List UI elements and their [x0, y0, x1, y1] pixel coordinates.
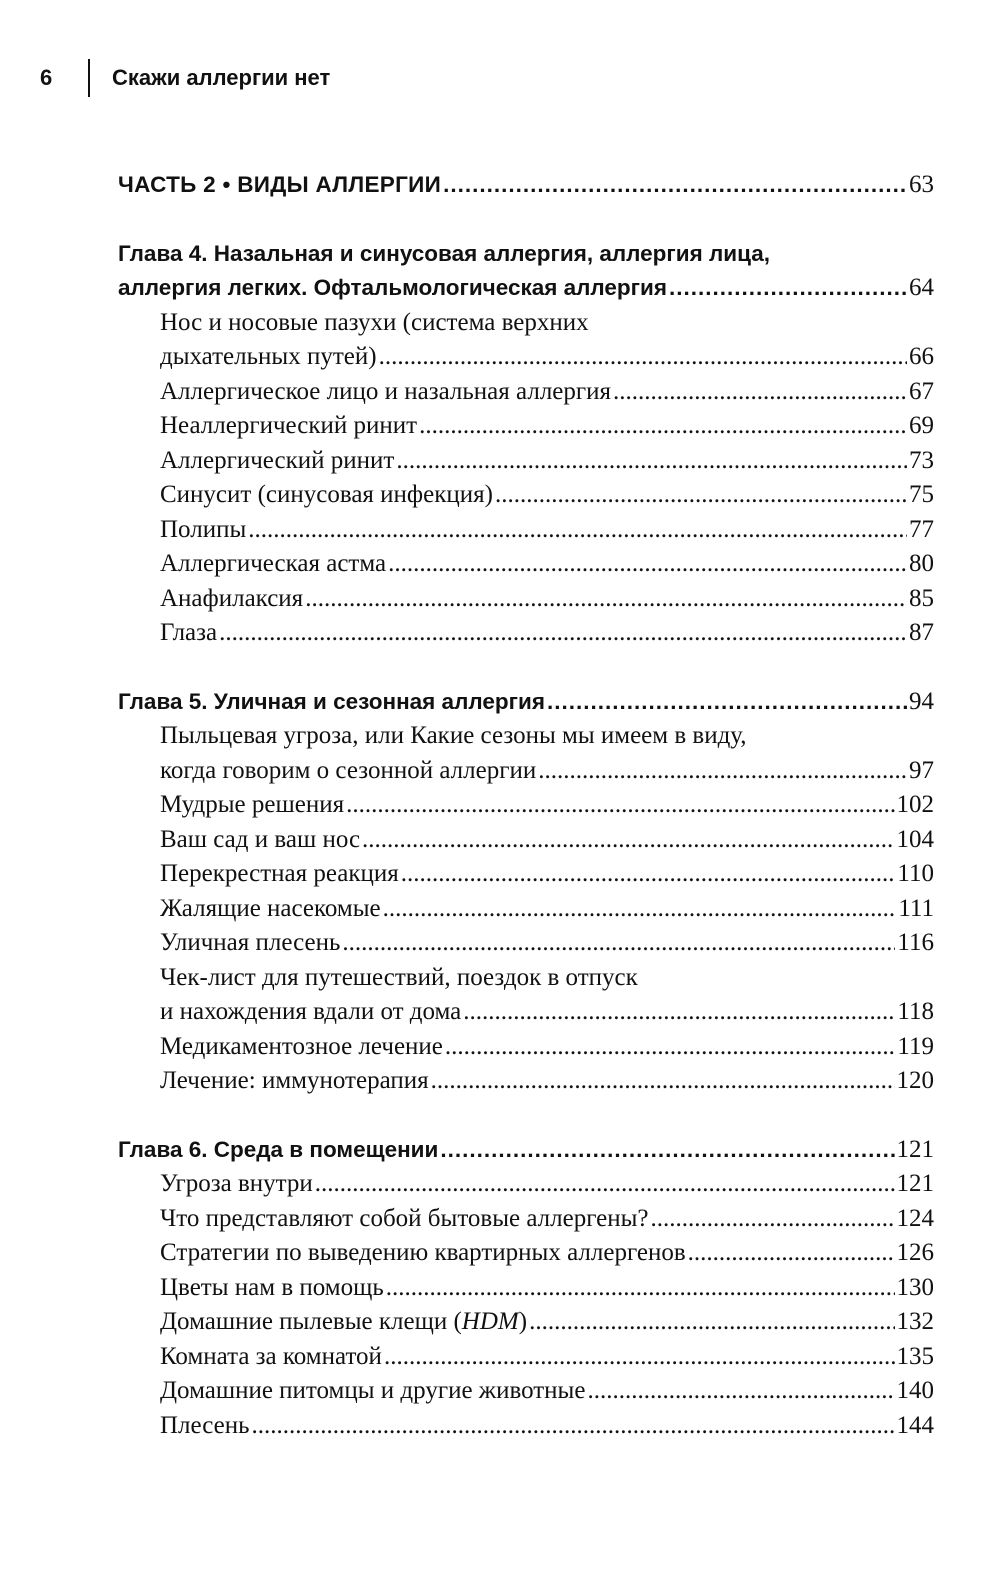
- item-page: 69: [909, 412, 934, 439]
- leader-dots: [688, 1236, 895, 1271]
- toc-item[interactable]: [118, 926, 934, 961]
- item-title: Аллергический ринит: [160, 446, 395, 474]
- item-title-close: ): [518, 1308, 528, 1335]
- leader-dots: [613, 375, 907, 410]
- toc-item[interactable]: [118, 1167, 934, 1202]
- leader-dots: [388, 547, 907, 582]
- leader-dots: [248, 513, 907, 548]
- item-title: Что представляют собой бытовые аллергены?: [160, 1204, 649, 1232]
- item-page: 80: [909, 550, 934, 577]
- toc-item[interactable]: [118, 444, 934, 479]
- toc-item[interactable]: [118, 1340, 934, 1375]
- leader-dots: [440, 1133, 894, 1168]
- item-page: 102: [896, 791, 934, 818]
- leader-dots: [396, 444, 907, 479]
- toc-item[interactable]: [118, 1374, 934, 1409]
- item-page: 140: [896, 1377, 934, 1404]
- toc-item[interactable]: [118, 340, 934, 375]
- item-title: Аллергическое лицо и назальная аллергия: [160, 377, 612, 405]
- item-page: 73: [909, 446, 934, 474]
- leader-dots: [669, 271, 907, 306]
- chapter-title: Глава 6. Среда в помещении: [118, 1136, 439, 1162]
- chapter-title: аллергия легких. Офтальмологическая аллергия: [118, 275, 667, 300]
- item-page: 104: [896, 825, 934, 853]
- leader-dots: [384, 1340, 895, 1375]
- book-title: Скажи аллергии нет: [112, 65, 331, 90]
- item-title: Жалящие насекомые: [160, 894, 381, 922]
- part-title: ЧАСТЬ 2 • ВИДЫ АЛЛЕРГИИ: [118, 172, 442, 197]
- toc-item-line[interactable]: Чек-лист для путешествий, поездок в отпуск: [160, 963, 638, 991]
- toc-item[interactable]: [118, 1030, 934, 1065]
- item-title: [160, 1305, 527, 1340]
- toc-item[interactable]: [118, 892, 934, 927]
- item-page: 144: [896, 1411, 934, 1439]
- item-page: 75: [909, 481, 934, 508]
- leader-dots: [362, 823, 894, 858]
- toc-item[interactable]: [118, 375, 934, 410]
- toc-item[interactable]: [118, 547, 934, 582]
- toc-chapter-6: [118, 1133, 934, 1444]
- toc-chapter-5: [118, 685, 934, 1099]
- item-title: Синусит (синусовая инфекция): [160, 481, 493, 508]
- leader-dots: [547, 685, 907, 720]
- toc-item[interactable]: [118, 582, 934, 617]
- item-page: 130: [896, 1273, 934, 1301]
- toc-item[interactable]: [118, 754, 934, 789]
- chapter-page: 121: [896, 1135, 934, 1163]
- item-page: 111: [898, 894, 934, 922]
- item-title: Уличная плесень: [160, 929, 341, 956]
- item-title: Глаза: [160, 619, 218, 646]
- leader-dots: [379, 340, 907, 375]
- item-page: 77: [909, 515, 934, 543]
- item-page: 135: [896, 1342, 934, 1370]
- leader-dots: [342, 926, 895, 961]
- toc-item[interactable]: [118, 1409, 934, 1444]
- item-title: Цветы нам в помощь: [160, 1273, 384, 1301]
- item-title: Лечение: иммунотерапия: [160, 1067, 429, 1094]
- toc-chapter-4: [118, 237, 934, 651]
- item-page: 66: [909, 343, 934, 370]
- leader-dots: [401, 857, 896, 892]
- page-number: 6: [40, 65, 53, 90]
- toc-item[interactable]: [118, 1064, 934, 1099]
- item-title: Медикаментозное лечение: [160, 1032, 443, 1060]
- item-page: 85: [909, 584, 934, 612]
- leader-dots: [383, 892, 897, 927]
- item-page: 126: [896, 1239, 934, 1266]
- toc-part-entry[interactable]: [118, 168, 934, 203]
- item-title-abbrev: HDM: [461, 1308, 519, 1335]
- chapter-title: Глава 5. Уличная и сезонная аллергия: [118, 688, 545, 714]
- toc-item[interactable]: [118, 616, 934, 651]
- part-page: 63: [909, 171, 934, 198]
- leader-dots: [463, 995, 895, 1030]
- toc-item[interactable]: [118, 995, 934, 1030]
- item-title: Анафилаксия: [160, 584, 304, 612]
- toc-item[interactable]: [118, 857, 934, 892]
- item-title: Мудрые решения: [160, 791, 345, 818]
- toc-item[interactable]: [118, 513, 934, 548]
- item-title: Комната за комнатой: [160, 1342, 382, 1370]
- item-title: Стратегии по выведению квартирных аллергенов: [160, 1239, 686, 1266]
- item-page: 97: [909, 756, 934, 784]
- item-title: Неаллергический ринит: [160, 412, 418, 439]
- header-divider: [88, 59, 90, 97]
- leader-dots: [252, 1409, 895, 1444]
- leader-dots: [495, 478, 907, 513]
- running-head: [40, 58, 330, 98]
- item-page: 118: [897, 998, 934, 1025]
- item-title: Угроза внутри: [160, 1170, 313, 1197]
- toc-item[interactable]: [118, 1236, 934, 1271]
- toc-chapter-entry[interactable]: [118, 685, 934, 720]
- item-title-text: Домашние пылевые клещи (: [160, 1308, 462, 1335]
- item-title: и нахождения вдали от дома: [160, 998, 462, 1025]
- item-page: 116: [897, 929, 934, 956]
- toc-item[interactable]: [118, 788, 934, 823]
- leader-dots: [651, 1202, 895, 1237]
- chapter-page: 64: [909, 274, 934, 301]
- toc-item-line[interactable]: Нос и носовые пазухи (система верхних: [160, 308, 589, 336]
- toc-chapter-entry[interactable]: [118, 1133, 934, 1168]
- chapter-page: 94: [909, 687, 934, 715]
- item-title: Перекрестная реакция: [160, 860, 399, 887]
- chapter-title-line[interactable]: Глава 4. Назальная и синусовая аллергия, аллергия лица,: [118, 240, 770, 266]
- toc-item[interactable]: [118, 823, 934, 858]
- leader-dots: [419, 409, 907, 444]
- leader-dots: [431, 1064, 895, 1099]
- toc-chapter-entry[interactable]: [118, 271, 934, 306]
- item-page: 120: [896, 1067, 934, 1094]
- item-title: когда говорим о сезонной аллергии: [160, 756, 537, 784]
- item-title: Ваш сад и ваш нос: [160, 825, 361, 853]
- item-title: Аллергическая астма: [160, 550, 387, 577]
- leader-dots: [587, 1374, 894, 1409]
- table-of-contents: [118, 168, 934, 1443]
- item-title: Домашние питомцы и другие животные: [160, 1377, 586, 1404]
- item-page: 124: [896, 1204, 934, 1232]
- toc-item[interactable]: [118, 1305, 934, 1340]
- leader-dots: [443, 168, 907, 203]
- item-page: 110: [897, 860, 934, 887]
- leader-dots: [529, 1305, 894, 1340]
- leader-dots: [445, 1030, 896, 1065]
- item-title: дыхательных путей): [160, 343, 377, 370]
- leader-dots: [386, 1271, 895, 1306]
- leader-dots: [219, 616, 907, 651]
- toc-item-line[interactable]: Пыльцевая угроза, или Какие сезоны мы имеем в виду,: [160, 722, 747, 749]
- toc-item[interactable]: [118, 1271, 934, 1306]
- toc-item[interactable]: [118, 409, 934, 444]
- item-title: Плесень: [160, 1411, 250, 1439]
- leader-dots: [538, 754, 907, 789]
- leader-dots: [346, 788, 894, 823]
- item-page: 121: [896, 1170, 934, 1197]
- item-page: 87: [909, 619, 934, 646]
- item-title: Полипы: [160, 515, 247, 543]
- leader-dots: [315, 1167, 895, 1202]
- item-page: 67: [909, 377, 934, 405]
- item-page: 119: [897, 1032, 934, 1060]
- item-page: 132: [896, 1308, 934, 1335]
- toc-item[interactable]: [118, 478, 934, 513]
- toc-item[interactable]: [118, 1202, 934, 1237]
- leader-dots: [305, 582, 907, 617]
